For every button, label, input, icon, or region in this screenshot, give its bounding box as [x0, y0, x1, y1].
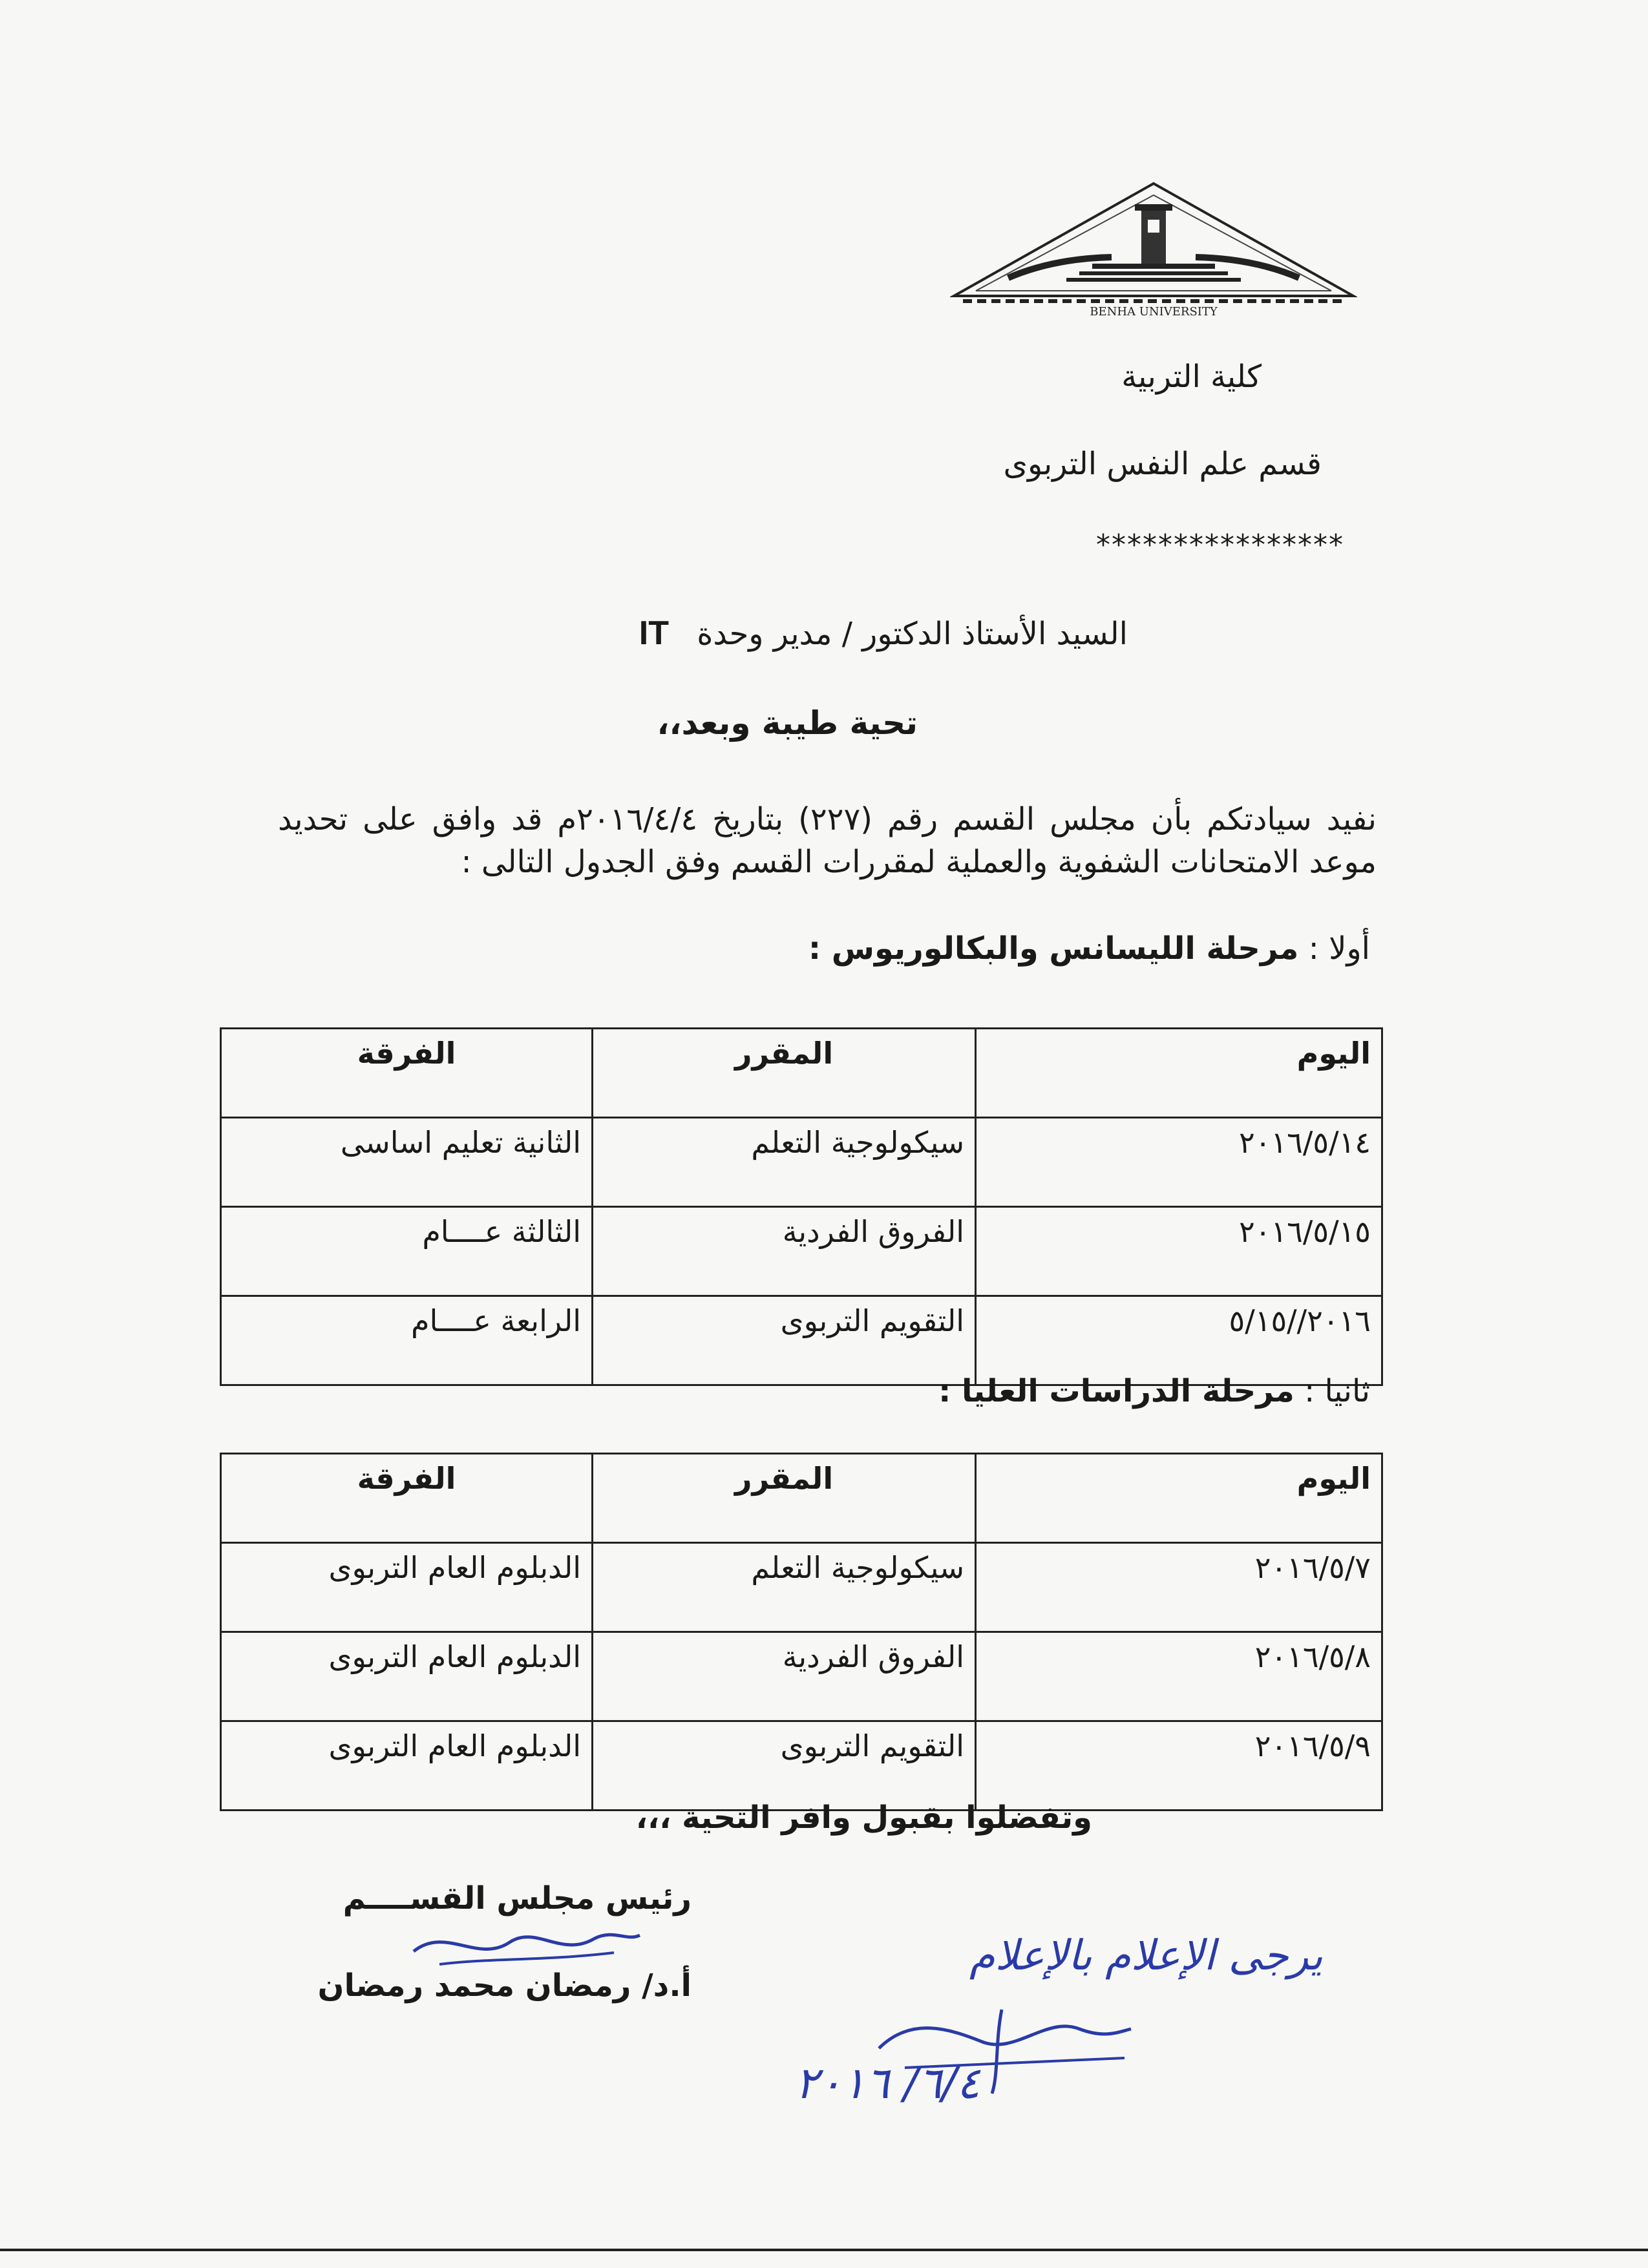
undergrad-schedule-table [220, 1027, 1383, 1386]
letter-body: نفيد سيادتكم بأن مجلس القسم رقم (٢٢٧) بتاريخ ٢٠١٦/٤/٤م قد وافق على تحديد موعد الامتحانات الشفوية والعملية لمقررات القسم وفق الجدول التالى : [278, 801, 1377, 880]
section1-heading [808, 930, 1370, 967]
cell-group: الرابعة عــــام [221, 1296, 593, 1385]
addressee-unit: IT [639, 614, 669, 652]
scan-bottom-edge [0, 2249, 1648, 2251]
header-day: اليوم [976, 1029, 1382, 1118]
section1-title: مرحلة الليسانس والبكالوريوس : [808, 930, 1299, 967]
university-logo [950, 181, 1357, 320]
logo-text: BENHA UNIVERSITY [1090, 305, 1218, 319]
header-separator: **************** [1096, 529, 1344, 562]
header-course: المقرر [593, 1029, 976, 1118]
faculty-name: كلية التربية [1121, 359, 1262, 395]
postgrad-schedule-table [220, 1453, 1383, 1811]
addressee-text: السيد الأستاذ الدكتور / مدير وحدة [697, 616, 1128, 652]
cell-course: التقويم التربوى [593, 1296, 976, 1385]
section2-prefix: ثانيا : [1304, 1373, 1370, 1409]
greeting: تحية طيبة وبعد،، [657, 704, 918, 742]
cell-day: ٢٠١٦/٥/٧ [976, 1543, 1382, 1632]
cell-group: الدبلوم العام التربوى [221, 1632, 593, 1721]
addressee-line [639, 614, 1128, 653]
table-header-row [221, 1029, 1382, 1118]
chair-title: رئيس مجلس القســــم [343, 1880, 692, 1916]
table-header-row [221, 1454, 1382, 1543]
table-row [221, 1543, 1382, 1632]
table-row [221, 1721, 1382, 1811]
cell-group: الدبلوم العام التربوى [221, 1543, 593, 1632]
closing-line: وتفضلوا بقبول وافر التحية ،،، [635, 1800, 1092, 1836]
section2-heading [938, 1373, 1370, 1409]
cell-course: الفروق الفردية [593, 1207, 976, 1296]
header-group: الفرقة [221, 1454, 593, 1543]
handwritten-note: يرجى الإعلام بالإعلام [969, 1932, 1323, 1980]
cell-course: سيكولوجية التعلم [593, 1543, 976, 1632]
cell-course: سيكولوجية التعلم [593, 1118, 976, 1207]
cell-day: ٢٠١٦/٥/٨ [976, 1632, 1382, 1721]
cell-group: الثالثة عــــام [221, 1207, 593, 1296]
table-row [221, 1632, 1382, 1721]
department-name: قسم علم النفس التربوى [1003, 446, 1322, 482]
cell-day: ٢٠١٦/٥/١٤ [976, 1118, 1382, 1207]
table-row [221, 1207, 1382, 1296]
header-group: الفرقة [221, 1029, 593, 1118]
cell-day: ٢٠١٦/٥/١٥ [976, 1207, 1382, 1296]
cell-course: التقويم التربوى [593, 1721, 976, 1811]
handwritten-date: ٦/٤/ ٢٠١٦ [795, 2058, 980, 2109]
table-row [221, 1296, 1382, 1385]
cell-course: الفروق الفردية [593, 1632, 976, 1721]
chair-name: أ.د/ رمضان محمد رمضان [317, 1968, 692, 2004]
section1-prefix: أولا : [1308, 930, 1370, 967]
cell-group: الدبلوم العام التربوى [221, 1721, 593, 1811]
table-row [221, 1118, 1382, 1207]
cell-day: ٢٠١٦/٥/٩ [976, 1721, 1382, 1811]
cell-day: ٢٠١٦//٥/١٥ [976, 1296, 1382, 1385]
header-course: المقرر [593, 1454, 976, 1543]
section2-title: مرحلة الدراسات العليا : [938, 1373, 1294, 1409]
header-day: اليوم [976, 1454, 1382, 1543]
cell-group: الثانية تعليم اساسى [221, 1118, 593, 1207]
chair-signature [401, 1913, 646, 1984]
